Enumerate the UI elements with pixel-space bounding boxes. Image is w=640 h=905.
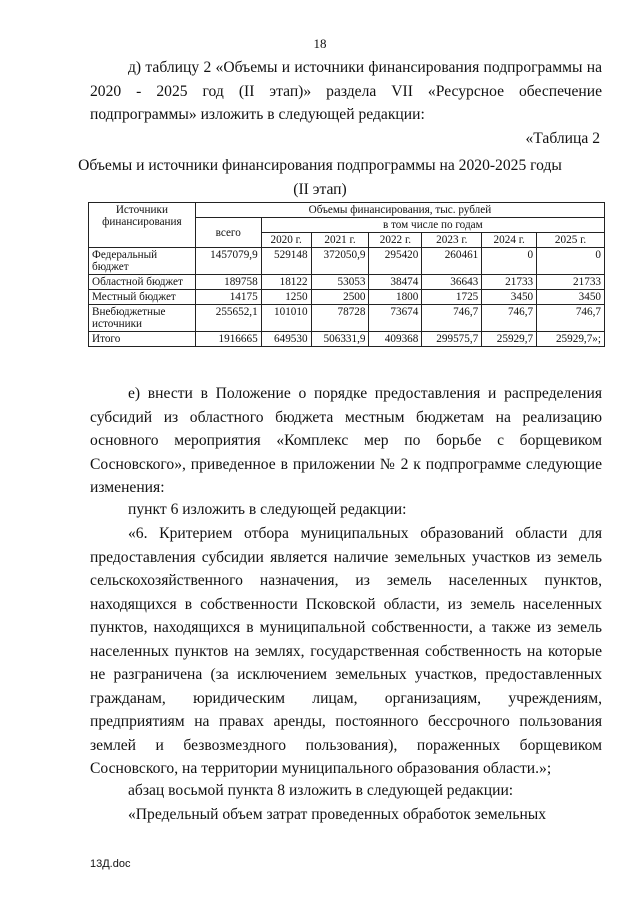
table-row	[89, 305, 605, 332]
table-row	[89, 248, 605, 275]
paragraph-d	[90, 56, 602, 127]
cell-value: 25929,7»;	[537, 332, 605, 347]
cell-value: 53053	[311, 275, 369, 290]
cell-value: 3450	[482, 290, 537, 305]
cell-value: 1457079,9	[195, 248, 261, 275]
table-title-line2: (II этап)	[293, 180, 347, 198]
cell-value: 36643	[422, 275, 482, 290]
header-total: всего	[195, 218, 261, 248]
cell-value: 189758	[195, 275, 261, 290]
cell-value: 746,7	[482, 305, 537, 332]
header-by-years: в том числе по годам	[261, 218, 604, 233]
cell-value: 2500	[311, 290, 369, 305]
paragraph-e-text: е) внести в Положение о порядке предоставления и распределения субсидий из областного бюджета местным бюджетам на реализацию основного мероприятия «Комплекс мер по борьбе с борщевиком Сосновского», приведенное в приложении № 2 к подпрограмме следующие изменения:	[90, 385, 602, 496]
header-volumes: Объемы финансирования, тыс. рублей	[195, 203, 604, 218]
paragraph-p8	[90, 803, 602, 827]
cell-value: 25929,7	[482, 332, 537, 347]
cell-value: 746,7	[422, 305, 482, 332]
paragraph-p8-intro-text: абзац восьмой пункта 8 изложить в следующей редакции:	[128, 782, 514, 799]
cell-value: 506331,9	[311, 332, 369, 347]
header-year: 2025 г.	[537, 233, 605, 248]
table-header-row	[89, 203, 605, 218]
cell-value: 38474	[369, 275, 422, 290]
table-row-total	[89, 332, 605, 347]
cell-value: 0	[482, 248, 537, 275]
cell-value: 746,7	[537, 305, 605, 332]
cell-value: 372050,9	[311, 248, 369, 275]
paragraph-p6	[90, 522, 602, 781]
financing-table	[88, 202, 605, 347]
table-row	[89, 290, 605, 305]
page-number: 18	[313, 36, 327, 51]
footer-filename: 13Д.doc	[90, 858, 131, 870]
header-year: 2024 г.	[482, 233, 537, 248]
cell-value: 1250	[261, 290, 311, 305]
cell-value: 0	[537, 248, 605, 275]
paragraph-e	[90, 382, 602, 500]
cell-value: 14175	[195, 290, 261, 305]
paragraph-p8-text: «Предельный объем затрат проведенных обработок земельных	[128, 806, 547, 823]
cell-value: 299575,7	[422, 332, 482, 347]
row-label: Областной бюджет	[89, 275, 196, 290]
paragraph-p8-intro	[90, 779, 602, 803]
cell-value: 3450	[537, 290, 605, 305]
cell-value: 649530	[261, 332, 311, 347]
cell-value: 21733	[482, 275, 537, 290]
row-label: Местный бюджет	[89, 290, 196, 305]
cell-value: 1800	[369, 290, 422, 305]
cell-value: 260461	[422, 248, 482, 275]
cell-value: 73674	[369, 305, 422, 332]
cell-value: 529148	[261, 248, 311, 275]
paragraph-p6-text: «6. Критерием отбора муниципальных образований области для предоставления субсидии является наличие земельных участков из земель сельскохозяйственного назначения, из земель населенных пунктов, находящихся в собственности Псковской области, из земель населенных пунктов, находящихся в муниципальной собственности, а также из земель населенных пунктов на землях, государственная собственность на которые не разграничена (за исключением земельных участков, предоставленных гражданам, юридическим лицам, организациям, учреждениям, предприятиям на правах аренды, постоянного бессрочного пользования землей и безвозмездного пользования), пораженных борщевиком Сосновского, на территории муниципального образования области.»;	[90, 525, 602, 777]
cell-value: 101010	[261, 305, 311, 332]
header-year: 2022 г.	[369, 233, 422, 248]
cell-value: 1725	[422, 290, 482, 305]
row-label: Итого	[89, 332, 196, 347]
row-label: Федеральный бюджет	[89, 248, 196, 275]
paragraph-d-text: д) таблицу 2 «Объемы и источники финансирования подпрограммы на 2020 - 2025 год (II этап)» раздела VII «Ресурсное обеспечение подпрограммы» изложить в следующей редакции:	[90, 59, 602, 123]
table-reference: «Таблица 2	[525, 130, 600, 147]
header-year: 2021 г.	[311, 233, 369, 248]
cell-value: 21733	[537, 275, 605, 290]
row-label: Внебюджетные источники	[89, 305, 196, 332]
header-year: 2023 г.	[422, 233, 482, 248]
cell-value: 409368	[369, 332, 422, 347]
cell-value: 18122	[261, 275, 311, 290]
paragraph-p6-intro	[90, 498, 602, 522]
header-sources: Источники финансирования	[89, 203, 196, 248]
cell-value: 78728	[311, 305, 369, 332]
cell-value: 255652,1	[195, 305, 261, 332]
header-year: 2020 г.	[261, 233, 311, 248]
table-title-line1: Объемы и источники финансирования подпрограммы на 2020-2025 годы	[78, 157, 562, 174]
table-title	[0, 154, 640, 201]
cell-value: 295420	[369, 248, 422, 275]
table-row	[89, 275, 605, 290]
cell-value: 1916665	[195, 332, 261, 347]
paragraph-p6-intro-text: пункт 6 изложить в следующей редакции:	[128, 501, 407, 518]
